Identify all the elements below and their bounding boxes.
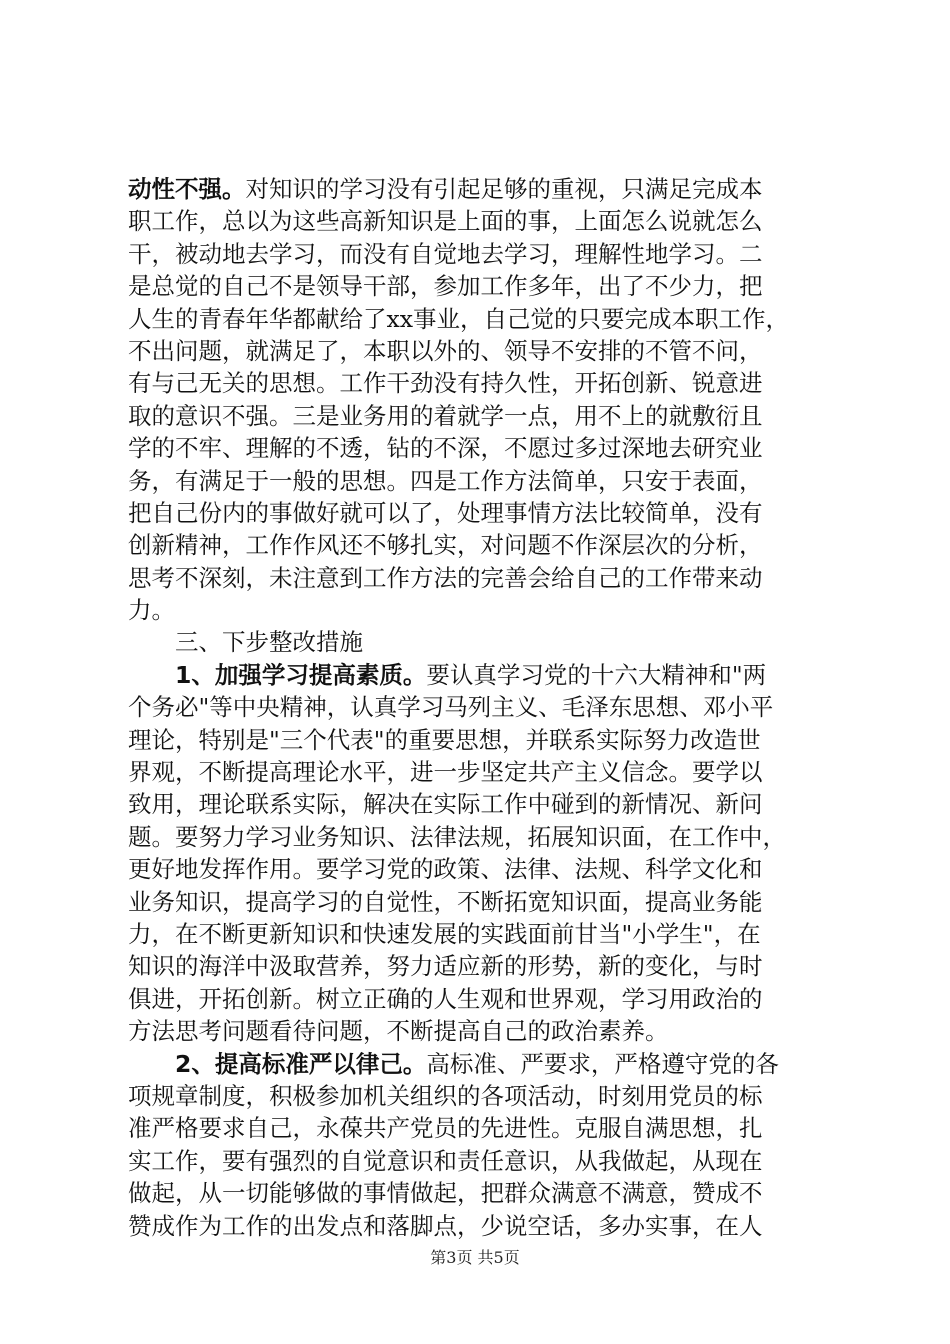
text-line: 理论，特别是"三个代表"的重要思想，并联系实际努力改造世	[128, 725, 761, 754]
bold-lead: 动性不强。	[128, 175, 246, 203]
text-line	[128, 173, 840, 205]
text-line: 做起，从一切能够做的事情做起，把群众满意不满意，赞成不	[128, 1179, 763, 1208]
text-line: 力，在不断更新知识和快速发展的实践面前甘当"小学生"，在	[128, 919, 761, 948]
text-line: 创新精神，工作作风还不够扎实，对问题不作深层次的分析，	[128, 531, 763, 560]
text-line: 不出问题，就满足了，本职以外的、领导不安排的不管不问，	[128, 336, 763, 365]
text-span: 要认真学习党的十六大精神和"两	[426, 660, 767, 689]
text-line: 实工作，要有强烈的自觉意识和责任意识，从我做起，从现在	[128, 1146, 763, 1175]
text-line: 方法思考问题看待问题，不断提高自己的政治素养。	[128, 1017, 669, 1046]
page-footer: 第3页 共5页	[430, 1248, 520, 1267]
text-line: 界观，不断提高理论水平，进一步坚定共产主义信念。要学以	[128, 758, 763, 787]
text-line: 项规章制度，积极参加机关组织的各项活动，时刻用党员的标	[128, 1081, 763, 1110]
text-line: 思考不深刻，未注意到工作方法的完善会给自己的工作带来动	[128, 563, 763, 592]
text-line: 学的不牢、理解的不透，钻的不深，不愿过多过深地去研究业	[128, 434, 763, 463]
text-line: 把自己份内的事做好就可以了，处理事情方法比较简单，没有	[128, 498, 763, 527]
bold-lead: 2、提高标准严以律己。	[175, 1049, 427, 1078]
text-line: 更好地发挥作用。要学习党的政策、法律、法规、科学文化和	[128, 855, 763, 884]
text-line: 知识的海洋中汲取营养，努力适应新的形势，新的变化，与时	[128, 952, 763, 981]
text-line: 干，被动地去学习，而没有自觉地去学习，理解性地学习。二	[128, 239, 763, 268]
text-line: 力。	[128, 596, 175, 625]
text-line: 业务知识，提高学习的自觉性，不断拓宽知识面，提高业务能	[128, 887, 763, 916]
text-line: 取的意识不强。三是业务用的着就学一点，用不上的就敷衍且	[128, 401, 763, 430]
text-line: 人生的青春年华都献给了xx事业，自己觉的只要完成本职工作，	[128, 304, 790, 333]
text-line: 个务必"等中央精神，认真学习马列主义、毛泽东思想、邓小平	[128, 693, 774, 722]
text-line: 题。要努力学习业务知识、法律法规，拓展知识面，在工作中，	[128, 822, 786, 851]
text-line: 职工作，总以为这些高新知识是上面的事，上面怎么说就怎么	[128, 207, 763, 236]
text-span: 对知识的学习没有引起足够的重视，只满足完成本	[245, 175, 763, 203]
document-body	[128, 173, 840, 1242]
text-line: 务，有满足于一般的思想。四是工作方法简单，只安于表面，	[128, 466, 763, 495]
text-line: 俱进，开拓创新。树立正确的人生观和世界观，学习用政治的	[128, 984, 763, 1013]
text-line: 致用，理论联系实际，解决在实际工作中碰到的新情况、新问	[128, 790, 763, 819]
section-heading: 三、下步整改措施	[175, 628, 363, 657]
text-line	[128, 659, 840, 691]
text-line: 是总觉的自己不是领导干部，参加工作多年，出了不少力，把	[128, 272, 763, 301]
text-span: 高标准、严要求，严格遵守党的各	[426, 1049, 779, 1078]
text-line: 有与己无关的思想。工作干劲没有持久性，开拓创新、锐意进	[128, 369, 763, 398]
text-line: 赞成作为工作的出发点和落脚点，少说空话，多办实事，在人	[128, 1211, 763, 1240]
text-line	[128, 1048, 840, 1080]
text-line: 准严格要求自己，永葆共产党员的先进性。克服自满思想，扎	[128, 1114, 763, 1143]
bold-lead: 1、加强学习提高素质。	[175, 660, 427, 689]
